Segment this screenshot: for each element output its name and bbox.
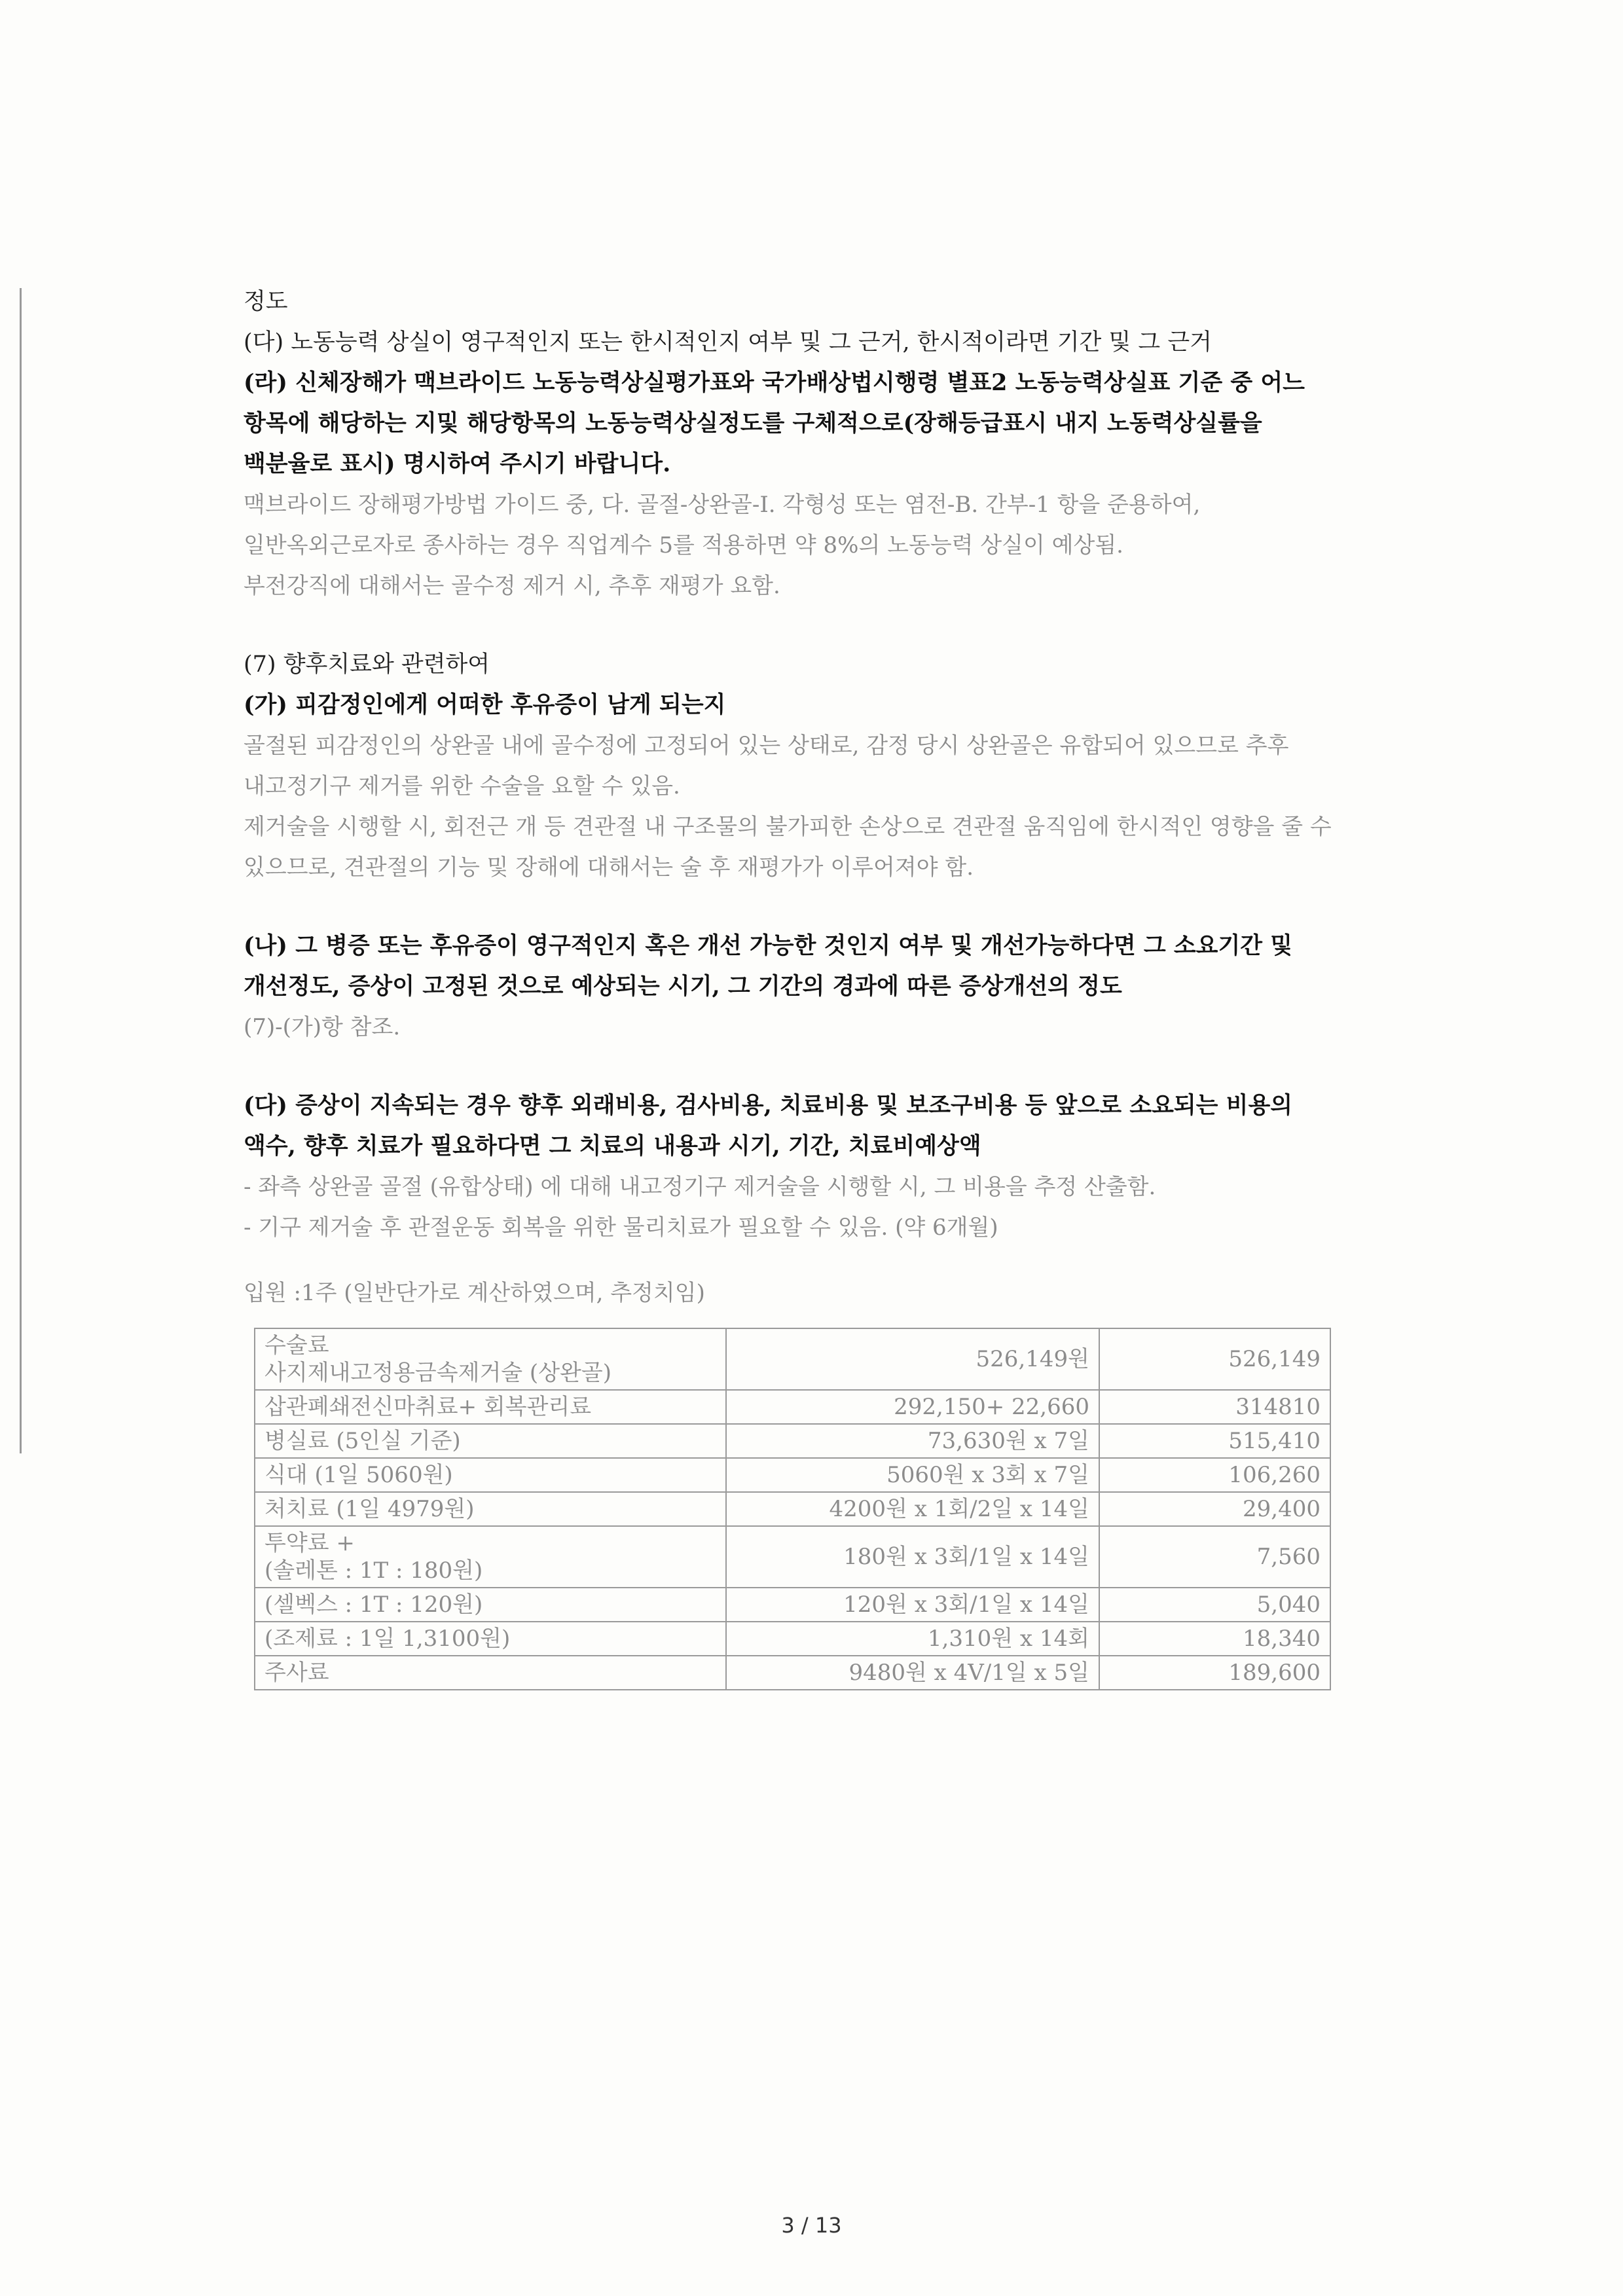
table-row	[255, 1622, 1330, 1656]
table-cell-calc: 9480원 x 4V/1일 x 5일	[726, 1656, 1099, 1690]
table-cell-calc: 120원 x 3회/1일 x 14일	[726, 1588, 1099, 1622]
table-cell-item: 식대 (1일 5060원)	[255, 1458, 726, 1492]
table-cell-item: (셀벡스 : 1T : 120원)	[255, 1588, 726, 1622]
answer-ra: 맥브라이드 장해평가방법 가이드 중, 다. 골절-상완골-I. 각형성 또는 염전-B. 간부-1 항을 준용하여, 일반옥외근로자로 종사하는 경우 직업계수 5를 적용하면 약 8%의 노동능력 상실이 예상됨.	[244, 492, 1201, 558]
page-number: 3 / 13	[781, 2213, 842, 2238]
table-cell-calc: 4200원 x 1회/2일 x 14일	[726, 1492, 1099, 1526]
section-7-heading: (7) 향후치료와 관련하여	[244, 651, 490, 678]
question-7-da: (다) 증상이 지속되는 경우 향후 외래비용, 검사비용, 치료비용 및 보조구비용 등 앞으로 소요되는 비용의 액수, 향후 치료가 필요하다면 그 치료의 내용과 시기, 기간, 치료비예상액	[244, 1092, 1293, 1159]
table-cell-amount: 189,600	[1099, 1656, 1330, 1690]
answer-7-ga-2: 제거술을 시행할 시, 회전근 개 등 견관절 내 구조물의 불가피한 손상으로 견관절 움직임에 한시적인 영향을 줄 수 있으므로, 견관절의 기능 및 장해에 대해서는 술 후 재평가가 이루어져야 함.	[244, 814, 1332, 881]
table-cell-amount: 7,560	[1099, 1526, 1330, 1588]
table-cell-amount: 515,410	[1099, 1424, 1330, 1458]
question-da: (다) 노동능력 상실이 영구적인지 또는 한시적인지 여부 및 그 근거, 한시적이라면 기간 및 그 근거	[244, 329, 1212, 355]
table-cell-calc: 73,630원 x 7일	[726, 1424, 1099, 1458]
table-cell-item: 병실료 (5인실 기준)	[255, 1424, 726, 1458]
cost-estimate-table	[254, 1328, 1331, 1690]
row-label: 수술료	[264, 1332, 329, 1358]
row-sublabel: (솔레톤 : 1T : 180원)	[264, 1558, 483, 1584]
table-cell-amount: 106,260	[1099, 1458, 1330, 1492]
table-cell-amount: 29,400	[1099, 1492, 1330, 1526]
table-cell-amount: 526,149	[1099, 1328, 1330, 1390]
question-ra: (라) 신체장해가 맥브라이드 노동능력상실평가표와 국가배상법시행령 별표2 노동능력상실표 기준 중 어느 항목에 해당하는 지및 해당항목의 노동능력상실정도를 구체적으로(장해등급표시 내지 노동력상실률을 백분율로 표시) 명시하여 주시기 바랍니다.	[244, 369, 1305, 477]
table-row	[255, 1390, 1330, 1424]
page-margin-line	[20, 288, 22, 1453]
paragraph-continuation: 정도	[244, 289, 288, 315]
table-row	[255, 1656, 1330, 1690]
table-cell-calc: 292,150+ 22,660	[726, 1390, 1099, 1424]
table-cell-amount: 18,340	[1099, 1622, 1330, 1656]
answer-7-da-2: - 기구 제거술 후 관절운동 회복을 위한 물리치료가 필요할 수 있음. (약 6개월)	[244, 1214, 998, 1241]
table-cell-calc: 526,149원	[726, 1328, 1099, 1390]
hospitalization-note: 입원 :1주 (일반단가로 계산하였으며, 추정치임)	[244, 1280, 705, 1306]
answer-ra-note: 부전강직에 대해서는 골수정 제거 시, 추후 재평가 요함.	[244, 573, 780, 599]
table-row	[255, 1424, 1330, 1458]
table-cell-item	[255, 1328, 726, 1390]
table-row	[255, 1588, 1330, 1622]
table-cell-calc: 1,310원 x 14회	[726, 1622, 1099, 1656]
table-cell-item: 처치료 (1일 4979원)	[255, 1492, 726, 1526]
table-cell-item: (조제료 : 1일 1,3100원)	[255, 1622, 726, 1656]
question-7-ga: (가) 피감정인에게 어떠한 후유증이 남게 되는지	[244, 691, 726, 718]
table-cell-calc: 180원 x 3회/1일 x 14일	[726, 1526, 1099, 1588]
table-cell-item	[255, 1526, 726, 1588]
document-body	[244, 282, 1337, 1690]
row-label: 투약료 +	[264, 1530, 355, 1556]
table-row	[255, 1526, 1330, 1588]
table-cell-amount: 5,040	[1099, 1588, 1330, 1622]
table-cell-item: 주사료	[255, 1656, 726, 1690]
table-cell-amount: 314810	[1099, 1390, 1330, 1424]
table-row	[255, 1328, 1330, 1390]
answer-7-ga-1: 골절된 피감정인의 상완골 내에 골수정에 고정되어 있는 상태로, 감정 당시 상완골은 유합되어 있으므로 추후 내고정기구 제거를 위한 수술을 요할 수 있음.	[244, 733, 1289, 799]
answer-7-na: (7)-(가)항 참조.	[244, 1014, 401, 1040]
question-7-na: (나) 그 병증 또는 후유증이 영구적인지 혹은 개선 가능한 것인지 여부 및 개선가능하다면 그 소요기간 및 개선정도, 증상이 고정된 것으로 예상되는 시기, 그 기간의 경과에 따른 증상개선의 정도	[244, 932, 1293, 1000]
answer-7-da-1: - 좌측 상완골 골절 (유합상태) 에 대해 내고정기구 제거술을 시행할 시, 그 비용을 추정 산출함.	[244, 1174, 1156, 1200]
table-cell-calc: 5060원 x 3회 x 7일	[726, 1458, 1099, 1492]
table-row	[255, 1492, 1330, 1526]
row-sublabel: 사지제내고정용금속제거술 (상완골)	[264, 1360, 611, 1386]
table-cell-item: 삽관폐쇄전신마취료+ 회복관리료	[255, 1390, 726, 1424]
table-row	[255, 1458, 1330, 1492]
